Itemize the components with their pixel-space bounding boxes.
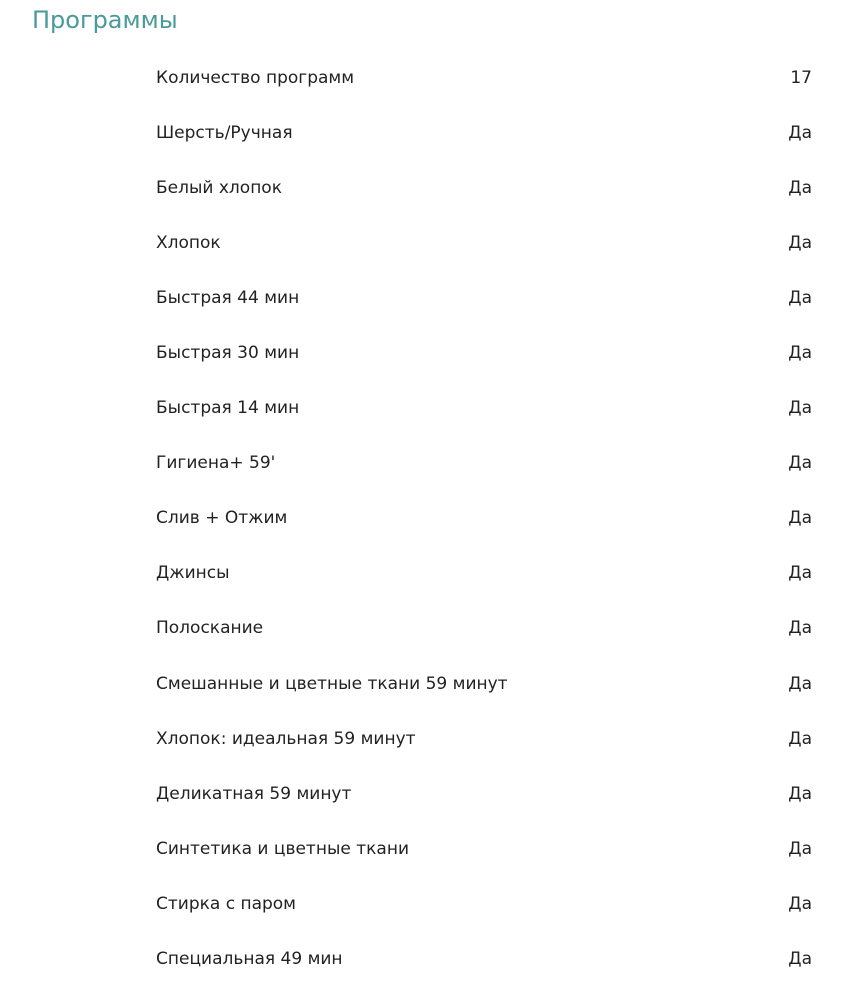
spec-label: Быстрая 44 мин bbox=[156, 287, 300, 308]
spec-label: Специальная 49 мин bbox=[156, 949, 343, 970]
spec-value: Да bbox=[788, 343, 812, 364]
spec-value: Да bbox=[788, 177, 812, 198]
spec-label: Полоскание bbox=[156, 618, 264, 639]
spec-row bbox=[156, 325, 812, 380]
spec-label: Шерсть/Ручная bbox=[156, 122, 293, 143]
section-title: Программы bbox=[32, 6, 178, 34]
spec-label: Слив + Отжим bbox=[156, 508, 288, 529]
spec-value: 17 bbox=[790, 67, 812, 88]
spec-label: Деликатная 59 минут bbox=[156, 783, 352, 804]
spec-list bbox=[156, 50, 812, 987]
spec-row bbox=[156, 601, 812, 656]
spec-label: Быстрая 14 мин bbox=[156, 398, 300, 419]
spec-label: Гигиена+ 59' bbox=[156, 453, 276, 474]
spec-value: Да bbox=[788, 673, 812, 694]
spec-label: Синтетика и цветные ткани bbox=[156, 838, 409, 859]
spec-label: Количество программ bbox=[156, 67, 355, 88]
spec-value: Да bbox=[788, 453, 812, 474]
spec-value: Да bbox=[788, 232, 812, 253]
spec-value: Да bbox=[788, 563, 812, 584]
spec-label: Хлопок bbox=[156, 232, 221, 253]
spec-row bbox=[156, 656, 812, 711]
spec-row bbox=[156, 821, 812, 876]
spec-row bbox=[156, 381, 812, 436]
spec-value: Да bbox=[788, 618, 812, 639]
spec-value: Да bbox=[788, 949, 812, 970]
spec-label: Быстрая 30 мин bbox=[156, 343, 300, 364]
spec-row bbox=[156, 436, 812, 491]
spec-value: Да bbox=[788, 398, 812, 419]
spec-row bbox=[156, 491, 812, 546]
spec-value: Да bbox=[788, 728, 812, 749]
spec-row bbox=[156, 105, 812, 160]
spec-label: Стирка с паром bbox=[156, 893, 297, 914]
spec-row bbox=[156, 270, 812, 325]
spec-row bbox=[156, 50, 812, 105]
spec-value: Да bbox=[788, 287, 812, 308]
spec-row bbox=[156, 711, 812, 766]
spec-row bbox=[156, 215, 812, 270]
spec-value: Да bbox=[788, 122, 812, 143]
spec-row bbox=[156, 932, 812, 987]
spec-label: Джинсы bbox=[156, 563, 230, 584]
spec-label: Хлопок: идеальная 59 минут bbox=[156, 728, 416, 749]
spec-row bbox=[156, 160, 812, 215]
spec-row bbox=[156, 876, 812, 931]
spec-value: Да bbox=[788, 508, 812, 529]
spec-label: Белый хлопок bbox=[156, 177, 282, 198]
spec-row bbox=[156, 546, 812, 601]
spec-row bbox=[156, 766, 812, 821]
spec-value: Да bbox=[788, 838, 812, 859]
spec-label: Смешанные и цветные ткани 59 минут bbox=[156, 673, 508, 694]
spec-value: Да bbox=[788, 893, 812, 914]
spec-value: Да bbox=[788, 783, 812, 804]
